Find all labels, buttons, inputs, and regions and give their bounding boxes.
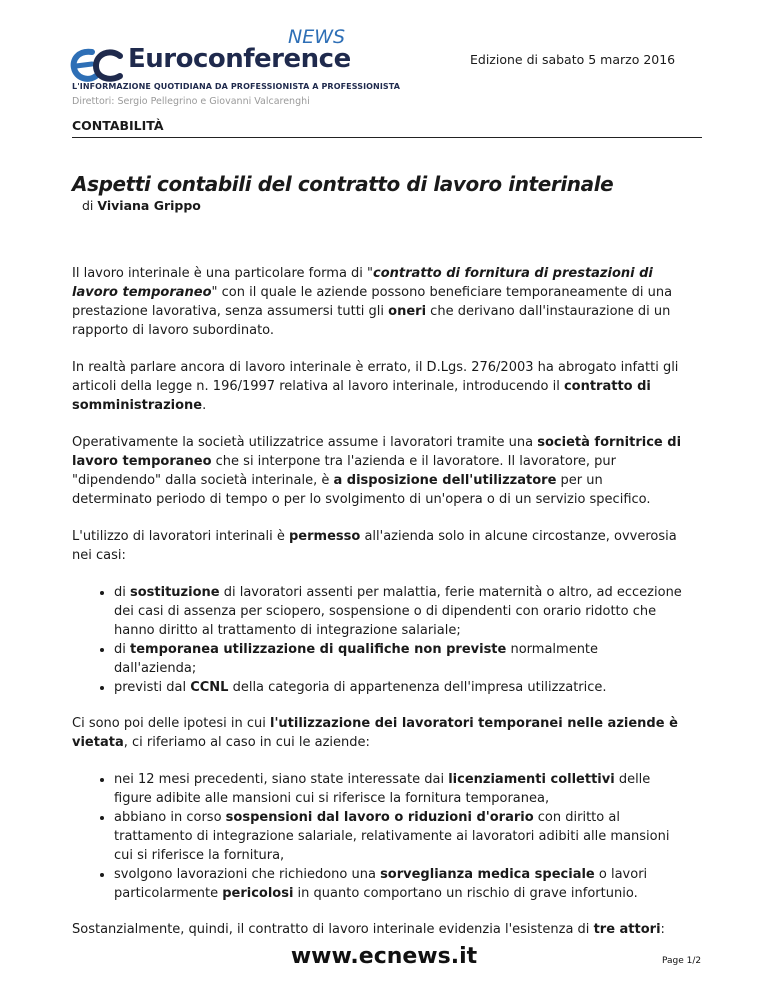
text: per un determinato periodo di tempo o per lo svolgimento di un'opera o di un servizio specifico. bbox=[72, 473, 651, 507]
prohibited-cases-list bbox=[72, 770, 684, 903]
text: di bbox=[114, 642, 130, 657]
emphasis: pericolosi bbox=[222, 886, 294, 901]
news-label: NEWS bbox=[288, 26, 346, 48]
emphasis: CCNL bbox=[190, 680, 229, 695]
byline-prefix: di bbox=[82, 198, 94, 213]
text: all'azienda solo in alcune circostanze, ovverosia nei casi: bbox=[72, 529, 677, 563]
permitted-cases-list bbox=[72, 583, 684, 697]
article-body bbox=[72, 264, 684, 957]
text: In realtà parlare ancora di lavoro interinale è errato, il D.Lgs. 276/2003 ha abrogato infatti gli articoli della legge n. 196/1997 relativa al lavoro interinale, introducendo il bbox=[72, 360, 679, 394]
text: normalmente dall'azienda; bbox=[114, 642, 599, 676]
paragraph-6 bbox=[72, 920, 684, 939]
list-item bbox=[114, 583, 684, 640]
text: della categoria di appartenenza dell'impresa utilizzatrice. bbox=[228, 680, 607, 695]
text: " con il quale le aziende possono beneficiare temporaneamente di una prestazione lavorativa, senza assumersi tutti gli bbox=[72, 285, 673, 319]
edition-date: Edizione di sabato 5 marzo 2016 bbox=[470, 52, 676, 67]
directors-line: Direttori: Sergio Pellegrino e Giovanni Valcarenghi bbox=[72, 96, 310, 107]
section-heading: CONTABILITÀ bbox=[72, 118, 702, 138]
brand-name: Euroconference bbox=[128, 44, 351, 74]
publication-logo[interactable] bbox=[70, 26, 401, 124]
text: Operativamente la società utilizzatrice assume i lavoratori tramite una bbox=[72, 435, 538, 450]
article-title: Aspetti contabili del contratto di lavoro interinale bbox=[72, 172, 614, 196]
paragraph-1 bbox=[72, 264, 684, 340]
emphasis: permesso bbox=[289, 529, 361, 544]
text: previsti dal bbox=[114, 680, 191, 695]
paragraph-5 bbox=[72, 714, 684, 752]
footer-website-link[interactable]: www.ecnews.it bbox=[290, 944, 478, 969]
text: L'utilizzo di lavoratori interinali è bbox=[72, 529, 289, 544]
emphasis: temporanea utilizzazione di qualifiche non previste bbox=[130, 642, 507, 657]
list-item bbox=[114, 808, 684, 865]
text: Ci sono poi delle ipotesi in cui bbox=[72, 716, 270, 731]
list-item bbox=[114, 678, 684, 697]
emphasis: sorveglianza medica speciale bbox=[380, 867, 595, 882]
emphasis: contratto di somministrazione bbox=[72, 379, 651, 413]
text: con diritto al trattamento di integrazione salariale, relativamente ai lavoratori adibiti alle mansioni cui si riferisce la fornitura, bbox=[114, 810, 670, 863]
text: . bbox=[202, 398, 207, 413]
emphasis: contratto di fornitura di prestazioni di lavoro temporaneo bbox=[72, 266, 653, 300]
list-item bbox=[114, 865, 684, 903]
list-item bbox=[114, 640, 684, 678]
paragraph-3 bbox=[72, 433, 684, 509]
text: che derivano dall'instaurazione di un rapporto di lavoro subordinato. bbox=[72, 304, 671, 338]
paragraph-2 bbox=[72, 358, 684, 415]
page-number: Page 1/2 bbox=[662, 956, 702, 966]
emphasis: a disposizione dell'utilizzatore bbox=[333, 473, 557, 488]
text: di lavoratori assenti per malattia, ferie maternità o altro, ad eccezione dei casi di assenza per sciopero, sospensione o di dipendenti con orario ridotto che hanno diritto al trattamento di integrazione salariale; bbox=[114, 585, 682, 638]
byline bbox=[82, 198, 201, 213]
text: Il lavoro interinale è una particolare forma di " bbox=[72, 266, 374, 281]
ec-logo-icon bbox=[70, 46, 126, 86]
paragraph-4 bbox=[72, 527, 684, 565]
tagline: L'INFORMAZIONE QUOTIDIANA DA PROFESSIONISTA A PROFESSIONISTA bbox=[72, 82, 401, 91]
text: Sostanzialmente, quindi, il contratto di lavoro interinale evidenzia l'esistenza di bbox=[72, 922, 594, 937]
text: delle figure adibite alle mansioni cui si riferisce la fornitura temporanea, bbox=[114, 772, 651, 806]
text: : bbox=[660, 922, 665, 937]
emphasis: sospensioni dal lavoro o riduzioni d'orario bbox=[225, 810, 534, 825]
text: di bbox=[114, 585, 130, 600]
text: o lavori particolarmente bbox=[114, 867, 648, 901]
text: in quanto comportano un rischio di grave infortunio. bbox=[293, 886, 638, 901]
emphasis: sostituzione bbox=[130, 585, 220, 600]
text: , ci riferiamo al caso in cui le aziende: bbox=[123, 735, 370, 750]
list-item bbox=[114, 770, 684, 808]
text: nei 12 mesi precedenti, siano state interessate dai bbox=[114, 772, 449, 787]
emphasis: l'utilizzazione dei lavoratori temporanei nelle aziende è vietata bbox=[72, 716, 678, 750]
emphasis: oneri bbox=[388, 304, 427, 319]
author-name: Viviana Grippo bbox=[97, 198, 201, 213]
emphasis: tre attori bbox=[593, 922, 661, 937]
emphasis: licenziamenti collettivi bbox=[448, 772, 615, 787]
text: che si interpone tra l'azienda e il lavoratore. Il lavoratore, pur "dipendendo" dalla società interinale, è bbox=[72, 454, 616, 488]
emphasis: società fornitrice di lavoro temporaneo bbox=[72, 435, 682, 469]
text: abbiano in corso bbox=[114, 810, 226, 825]
text: svolgono lavorazioni che richiedono una bbox=[114, 867, 381, 882]
